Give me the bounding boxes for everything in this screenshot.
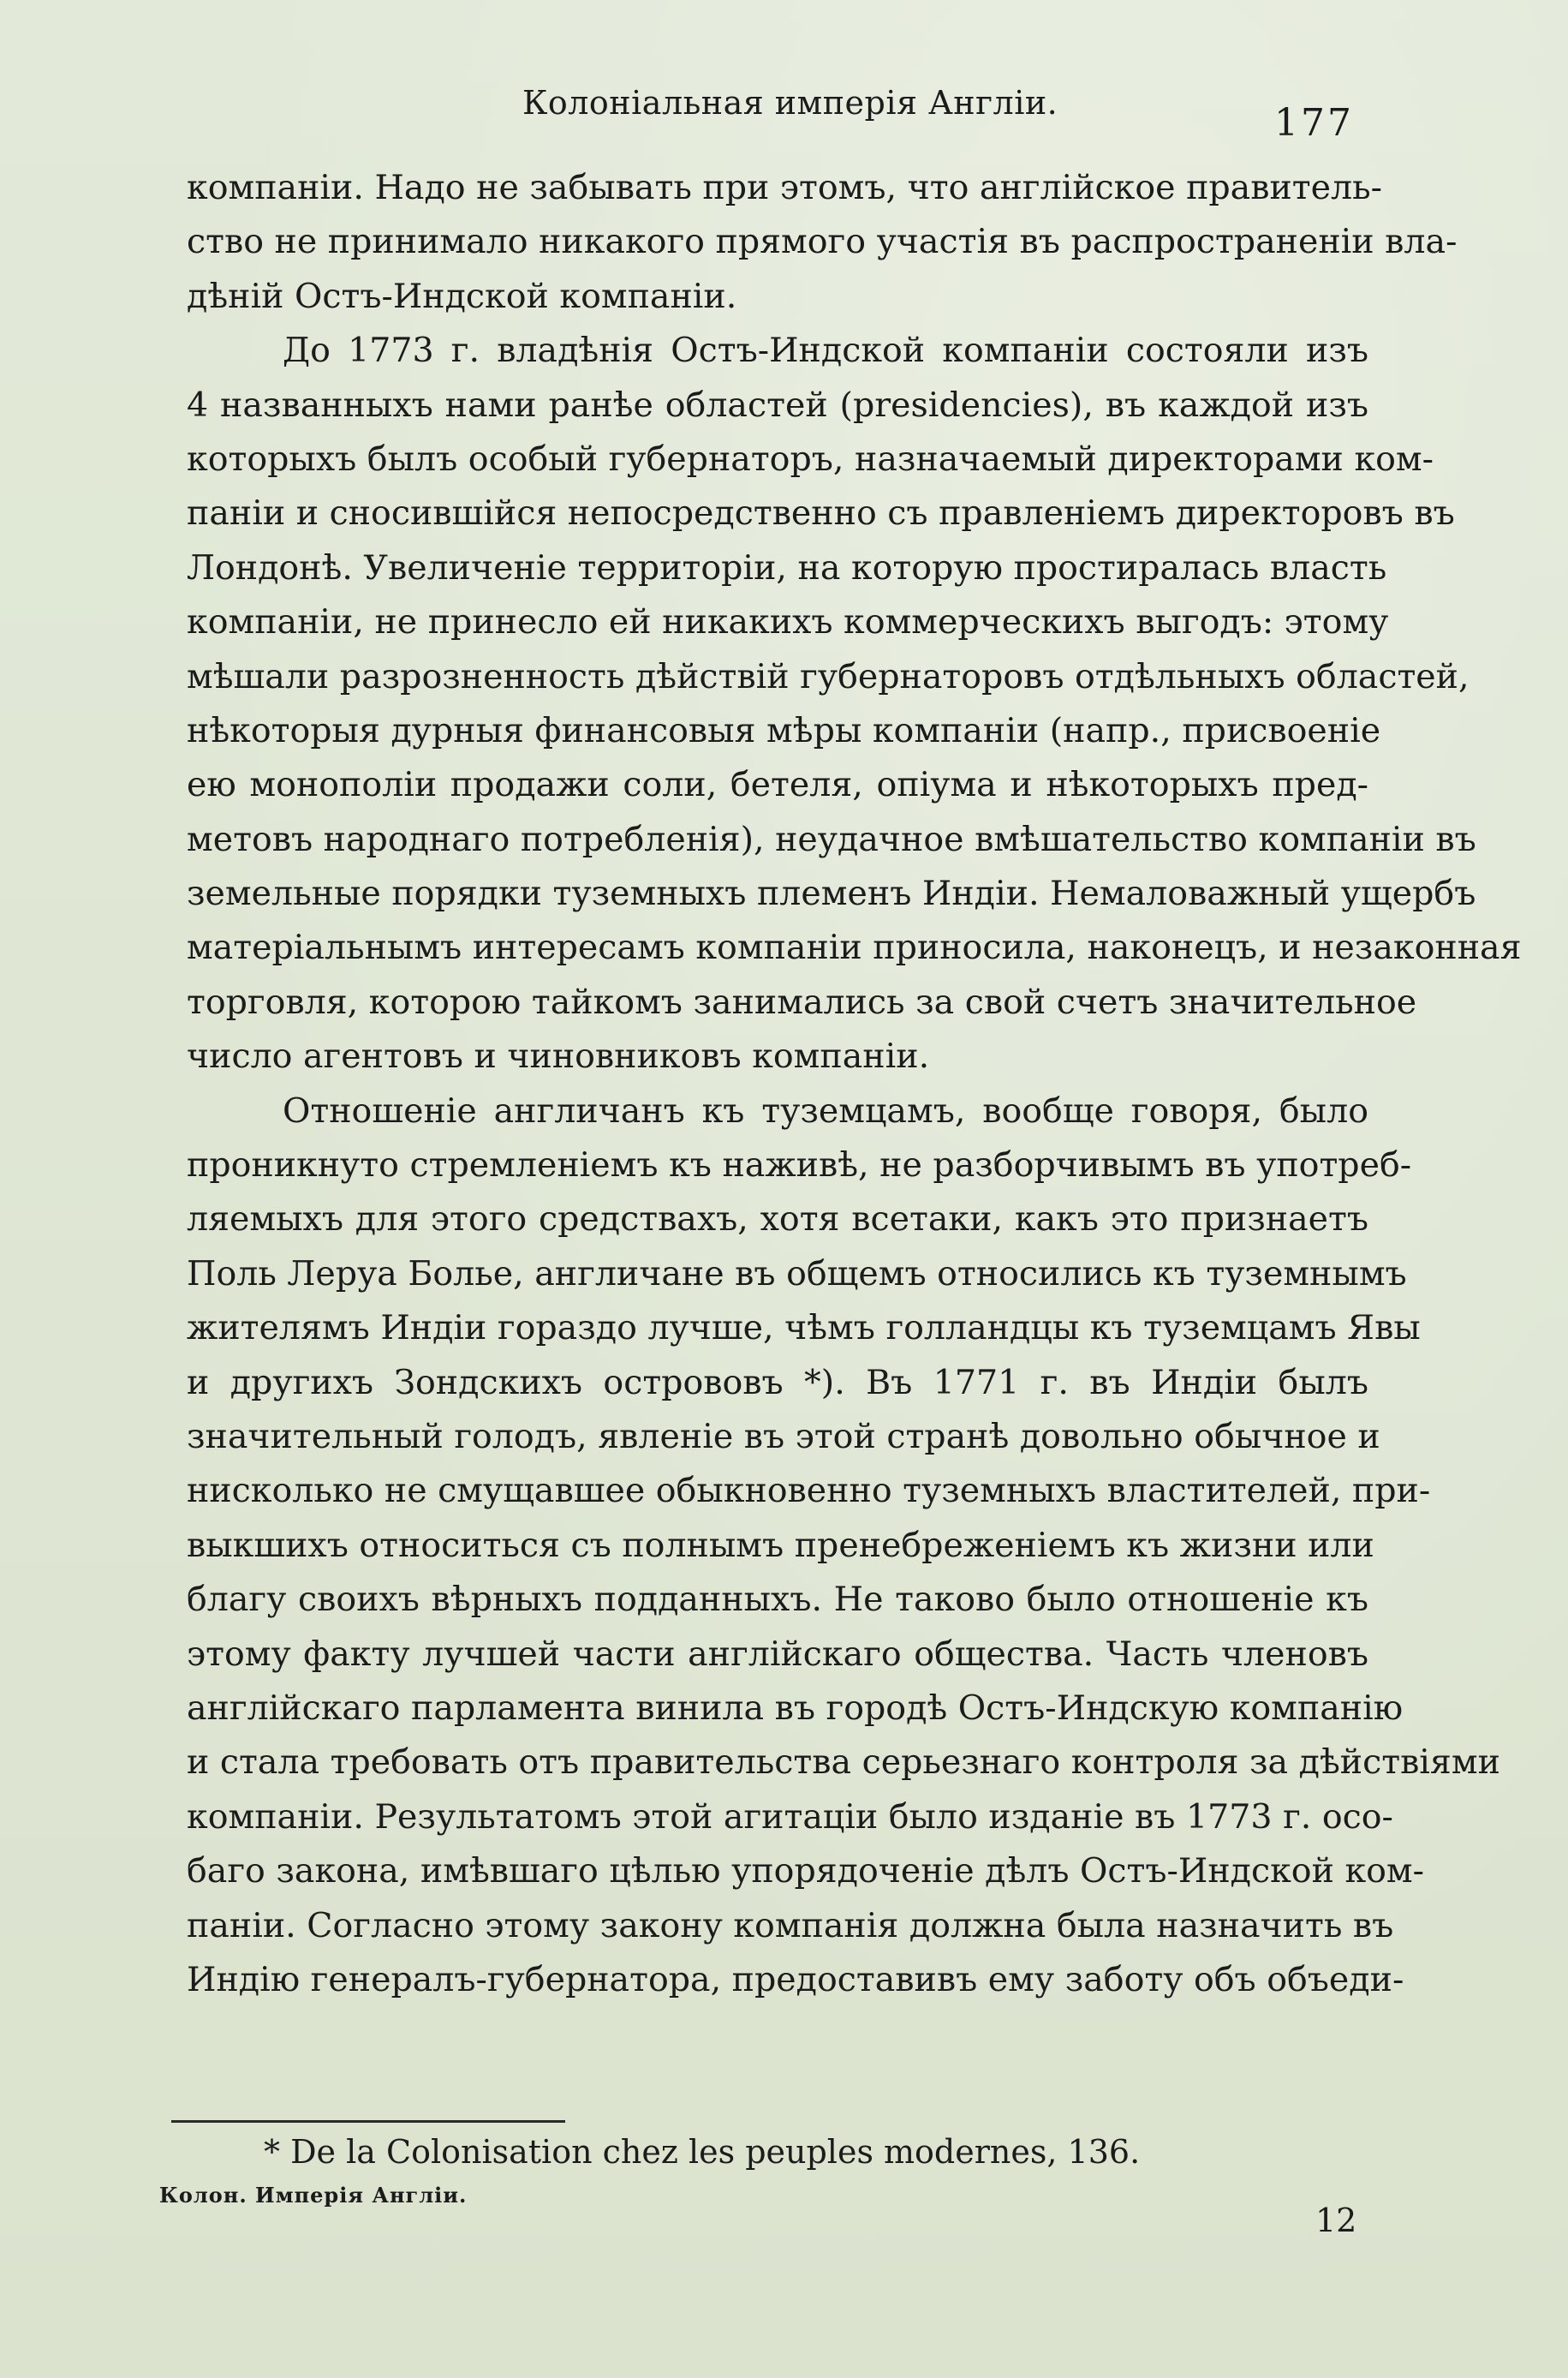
text-line: компаніи. Результатомъ этой агитаціи было изданіе въ 1773 г. осо- — [187, 1796, 1393, 1837]
text-line: этому факту лучшей части англійскаго общества. Часть членовъ — [187, 1634, 1368, 1674]
sheet-number: 12 — [1315, 2202, 1357, 2239]
text-line: благу своихъ вѣрныхъ подданныхъ. Не таково было отношеніе къ — [187, 1580, 1368, 1620]
text-line: паніи и сносившійся непосредственно съ правленіемъ директоровъ въ — [187, 493, 1455, 534]
text-line: Индію генералъ-губернатора, предоставивъ ему заботу объ объеди- — [187, 1959, 1404, 1999]
text-line: ство не принимало никакого прямого участія въ распространеніи вла- — [187, 222, 1458, 262]
text-line: и другихъ Зондскихъ острововъ *). Въ 1771 г. въ Индіи былъ — [187, 1362, 1368, 1402]
text-line: Поль Леруа Болье, англичане въ общемъ относились къ туземнымъ — [187, 1253, 1407, 1294]
footnote: * De la Colonisation chez les peuples modernes, 136. — [264, 2133, 1141, 2171]
text-line: значительный голодъ, явленіе въ этой странѣ довольно обычное и — [187, 1416, 1380, 1456]
page-number: 177 — [1274, 101, 1354, 145]
text-line: проникнуто стремленіемъ къ наживѣ, не разборчивымъ въ употреб- — [187, 1145, 1412, 1186]
text-line: англійскаго парламента винила въ городѣ Остъ-Индскую компанію — [187, 1688, 1404, 1728]
text-line: баго закона, имѣвшаго цѣлью упорядоченіе дѣлъ Остъ-Индской ком- — [187, 1851, 1424, 1891]
signature-mark: Колон. Имперія Англіи. — [159, 2183, 468, 2208]
text-line: нисколько не смущавшее обыкновенно туземныхъ властителей, при- — [187, 1471, 1431, 1511]
body-text — [187, 161, 1522, 2007]
text-line: компаніи. Надо не забывать при этомъ, что англійское правитель- — [187, 168, 1382, 207]
text-line: метовъ народнаго потребленія), неудачное вмѣшательство компаніи въ — [187, 819, 1476, 859]
text-line: Лондонѣ. Увеличеніе территоріи, на которую простиралась власть — [187, 547, 1387, 588]
text-line: мѣшали разрозненность дѣйствій губернаторовъ отдѣльныхъ областей, — [187, 656, 1470, 696]
text-line: ею монополіи продажи соли, бетеля, опіума и нѣкоторыхъ пред- — [187, 765, 1368, 805]
text-line: нѣкоторыя дурныя финансовыя мѣры компаніи (напр., присвоеніе — [187, 710, 1381, 750]
text-line: земельные порядки туземныхъ племенъ Индіи. Немаловажный ущербъ — [187, 874, 1476, 914]
text-line: число агентовъ и чиновниковъ компаніи. — [187, 1037, 930, 1077]
text-line: жителямъ Индіи гораздо лучше, чѣмъ голландцы къ туземцамъ Явы — [187, 1308, 1421, 1348]
footnote-rule — [171, 2120, 565, 2123]
text-line: Отношеніе англичанъ къ туземцамъ, вообще говоря, было — [283, 1090, 1368, 1131]
text-line: торговля, которою тайкомъ занимались за свой счетъ значительное — [187, 982, 1417, 1022]
text-line: компаніи, не принесло ей никакихъ коммерческихъ выгодъ: этому — [187, 602, 1389, 642]
text-line: 4 названныхъ нами ранѣе областей (presidencies), въ каждой изъ — [187, 385, 1368, 425]
text-line: матеріальнымъ интересамъ компаніи приносила, наконецъ, и незаконная — [187, 928, 1522, 968]
text-line: выкшихъ относиться съ полнымъ пренебреженіемъ къ жизни или — [187, 1525, 1374, 1565]
text-line: ляемыхъ для этого средствахъ, хотя всетаки, какъ это признаетъ — [187, 1199, 1368, 1240]
text-line: паніи. Согласно этому закону компанія должна была назначить въ — [187, 1905, 1394, 1945]
text-line: которыхъ былъ особый губернаторъ, назначаемый директорами ком- — [187, 439, 1434, 479]
text-line: и стала требовать отъ правительства серьезнаго контроля за дѣйствіями — [187, 1742, 1500, 1783]
text-line: До 1773 г. владѣнія Остъ-Индской компаніи состояли изъ — [283, 331, 1368, 371]
text-line: дѣній Остъ-Индской компаніи. — [187, 276, 737, 316]
running-title: Колоніальная имперія Англіи. — [522, 84, 1058, 122]
